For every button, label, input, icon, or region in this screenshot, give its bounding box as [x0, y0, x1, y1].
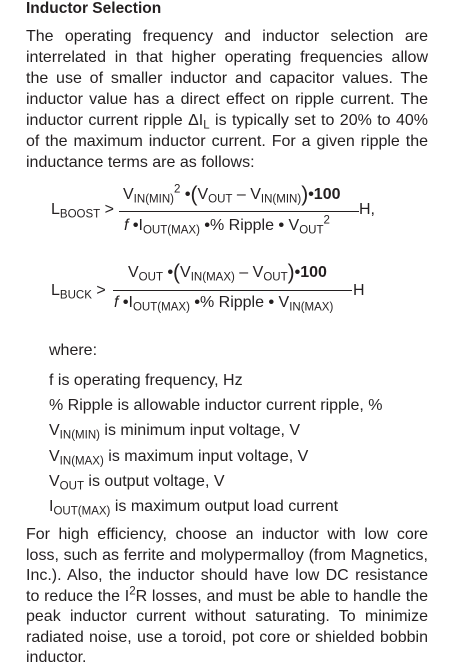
definition-vin-min: $V_{IN(MIN)}$ is minimum input voltage, V	[49, 422, 301, 443]
definition-vin-max: $V_{IN(MAX)}$ is maximum input voltage, V	[49, 447, 309, 468]
definitions-list	[49, 368, 383, 519]
unit-label: H	[353, 282, 365, 299]
intro-paragraph: The operating frequency and inductor selection are interrelated in that higher operating frequencies allow the use of smaller inductor and capacitor values. The inductor value has a direct effect on ripple current. The inductor current ripple $\Delta I_L$ is typically set to 20% to 40% of the maximum inductor current. For a given ripple the inductance terms are as follows:	[26, 28, 428, 171]
equation-numerator: $V_{OUT}$ $•(V_{IN(MAX)}$ – $V_{OUT})•100$	[128, 261, 327, 284]
definition-f: f is operating frequency, Hz	[49, 372, 243, 389]
where-label: where:	[49, 342, 98, 359]
fraction-bar	[113, 290, 352, 291]
efficiency-paragraph: For high efficiency, choose an inductor with low core loss, such as ferrite and molypermalloy (from Magnetics, Inc.). Also, the inductor should have low DC resistance to reduce the $I^2R$ losses, and must be able to handle the peak inductor current without saturating. To minimize radiated noise, use a toroid, pot core or shielded bobbin inductor.	[26, 526, 428, 666]
unit-label: H,	[359, 201, 375, 218]
equation-denominator: f $•I_{OUT(MAX)}$ •% Ripple • $V_{OUT}^2$	[124, 214, 330, 237]
equation-lhs: $L_{BUCK}$ >	[51, 282, 106, 302]
definition-vout: $V_{OUT}$ is output voltage, V	[49, 472, 225, 493]
equation-lhs: $L_{BOOST}$ >	[51, 201, 115, 221]
definition-iout-max: $I_{OUT(MAX)}$ is maximum output load current	[49, 497, 339, 518]
equation-numerator: $V_{IN(MIN)}^2$ $•(V_{OUT}$ – $V_{IN(MIN)})•100$	[123, 183, 341, 206]
definition-ripple: % Ripple is allowable inductor current ripple, %	[49, 397, 383, 415]
section-heading: Inductor Selection	[26, 0, 162, 17]
equation-denominator: f $•I_{OUT(MAX)}$ •% Ripple • $V_{IN(MAX)}$	[114, 294, 334, 314]
fraction-bar	[119, 211, 359, 212]
